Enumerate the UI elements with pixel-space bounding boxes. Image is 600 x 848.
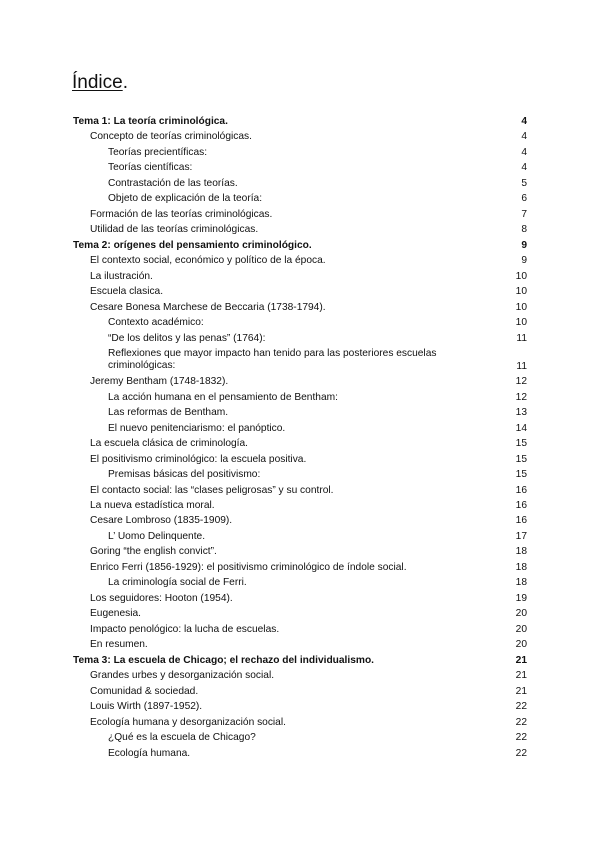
- toc-entry-label: Utilidad de las teorías criminológicas.: [90, 224, 259, 235]
- toc-entry-page: 16: [515, 485, 527, 496]
- toc-entry-label: La ilustración.: [90, 271, 153, 282]
- toc-entry-page: 16: [515, 500, 527, 511]
- toc-entry-page: 16: [515, 515, 527, 526]
- toc-entry-label: “De los delitos y las penas” (1764):: [108, 333, 266, 344]
- toc-entry-label: Louis Wirth (1897-1952).: [90, 701, 203, 712]
- toc-entry-page: 4: [521, 147, 527, 158]
- toc-entry-page: 11: [516, 361, 527, 372]
- toc-entry-page: 22: [515, 732, 527, 743]
- toc-entry-page: 6: [521, 193, 527, 204]
- toc-entry-label: La escuela clásica de criminología.: [90, 438, 248, 449]
- toc-entry-page: 12: [515, 392, 527, 403]
- toc-entry-label: Contrastación de las teorías.: [108, 178, 238, 189]
- toc-entry-label: Contexto académico:: [108, 317, 204, 328]
- toc-entry-label: Escuela clasica.: [90, 286, 164, 297]
- toc-entry-page: 7: [521, 209, 527, 220]
- toc-entry-label: Ecología humana y desorganización social.: [90, 717, 286, 728]
- toc-entry-page: 17: [515, 531, 527, 542]
- page-title: [72, 70, 128, 96]
- toc-entry-label: Tema 3: La escuela de Chicago; el rechazo del individualismo.: [73, 655, 374, 666]
- toc-entry-label: Los seguidores: Hooton (1954).: [90, 593, 233, 604]
- toc-entry-label: Reflexiones que mayor impacto han tenido para las posteriores escuelas criminológicas:: [108, 348, 437, 371]
- toc-entry-page: 10: [515, 286, 527, 297]
- toc-entry-page: 4: [521, 116, 527, 127]
- toc-entry-label: El contexto social, económico y político de la época.: [90, 255, 326, 266]
- toc-entry-page: 8: [521, 224, 527, 235]
- toc-entry-label: En resumen.: [90, 639, 148, 650]
- toc-entry-label: El nuevo penitenciarismo: el panóptico.: [108, 423, 286, 434]
- toc-entry-page: 20: [515, 608, 527, 619]
- toc-entry-label: L’ Uomo Delinquente.: [108, 531, 206, 542]
- toc-entry-label: Cesare Lombroso (1835-1909).: [90, 515, 233, 526]
- toc-entry-label: El positivismo criminológico: la escuela positiva.: [90, 454, 307, 465]
- toc-entry-label: Comunidad & sociedad.: [90, 686, 199, 697]
- toc-entry-label: Concepto de teorías criminológicas.: [90, 131, 252, 142]
- toc-entry-page: 14: [515, 423, 527, 434]
- toc-entry-page: 18: [515, 577, 527, 588]
- toc-entry-page: 19: [515, 593, 527, 604]
- toc-entry-label: Ecología humana.: [108, 748, 191, 759]
- toc-entry-label: Teorías científicas:: [108, 162, 193, 173]
- title-text: Índice: [72, 72, 123, 93]
- toc-entry-page: 22: [515, 701, 527, 712]
- toc-entry-page: 10: [515, 317, 527, 328]
- toc-entry-page: 21: [515, 670, 527, 681]
- toc-entry-page: 11: [516, 333, 527, 344]
- toc-entry-label: Enrico Ferri (1856-1929): el positivismo criminológico de índole social.: [90, 562, 407, 573]
- title-period: .: [122, 72, 128, 93]
- toc-entry-page: 22: [515, 748, 527, 759]
- toc-entry-page: 20: [515, 624, 527, 635]
- toc-entry-label: Premisas básicas del positivismo:: [108, 469, 261, 480]
- toc-entry-page: 10: [515, 271, 527, 282]
- toc-entry-label: Goring “the english convict”.: [90, 546, 217, 557]
- toc-entry-label: Cesare Bonesa Marchese de Beccaria (1738-1794).: [90, 302, 326, 313]
- toc-entry-page: 10: [515, 302, 527, 313]
- toc-entry-page: 18: [515, 562, 527, 573]
- toc-entry-label: Tema 1: La teoría criminológica.: [73, 116, 228, 127]
- toc-entry-page: 15: [515, 438, 527, 449]
- toc-entry-label: Formación de las teorías criminológicas.: [90, 209, 273, 220]
- toc-entry-page: 4: [521, 131, 527, 142]
- toc-entry-page: 9: [521, 255, 527, 266]
- toc-entry-label: El contacto social: las “clases peligrosas” y su control.: [90, 485, 334, 496]
- toc-entry-page: 9: [521, 240, 527, 251]
- toc-entry-page: 21: [515, 686, 527, 697]
- toc-entry-label: Eugenesia.: [90, 608, 141, 619]
- toc-entry-label: ¿Qué es la escuela de Chicago?: [108, 732, 256, 743]
- toc-entry-label: Objeto de explicación de la teoría:: [108, 193, 263, 204]
- toc-entry-page: 21: [515, 655, 527, 666]
- toc-entry-page: 15: [515, 454, 527, 465]
- toc-entry-page: 20: [515, 639, 527, 650]
- toc-entry-label: Las reformas de Bentham.: [108, 407, 229, 418]
- toc-entry-label: Grandes urbes y desorganización social.: [90, 670, 275, 681]
- toc-entry-label: Jeremy Bentham (1748-1832).: [90, 376, 229, 387]
- toc-entry-page: 4: [521, 162, 527, 173]
- toc-entry-page: 12: [515, 376, 527, 387]
- toc-entry-page: 15: [515, 469, 527, 480]
- toc-entry-label: La criminología social de Ferri.: [108, 577, 247, 588]
- toc-entry-page: 13: [515, 407, 527, 418]
- toc-entry-page: 22: [515, 717, 527, 728]
- toc-entry-label: Teorías precientíficas:: [108, 147, 208, 158]
- toc-entry-label: Tema 2: orígenes del pensamiento criminológico.: [73, 240, 312, 251]
- toc-entry-page: 5: [521, 178, 527, 189]
- toc-entry-label: Impacto penológico: la lucha de escuelas.: [90, 624, 280, 635]
- toc-entry-page: 18: [515, 546, 527, 557]
- toc-entry-label: La acción humana en el pensamiento de Bentham:: [108, 392, 338, 403]
- toc-entry-label: La nueva estadística moral.: [90, 500, 215, 511]
